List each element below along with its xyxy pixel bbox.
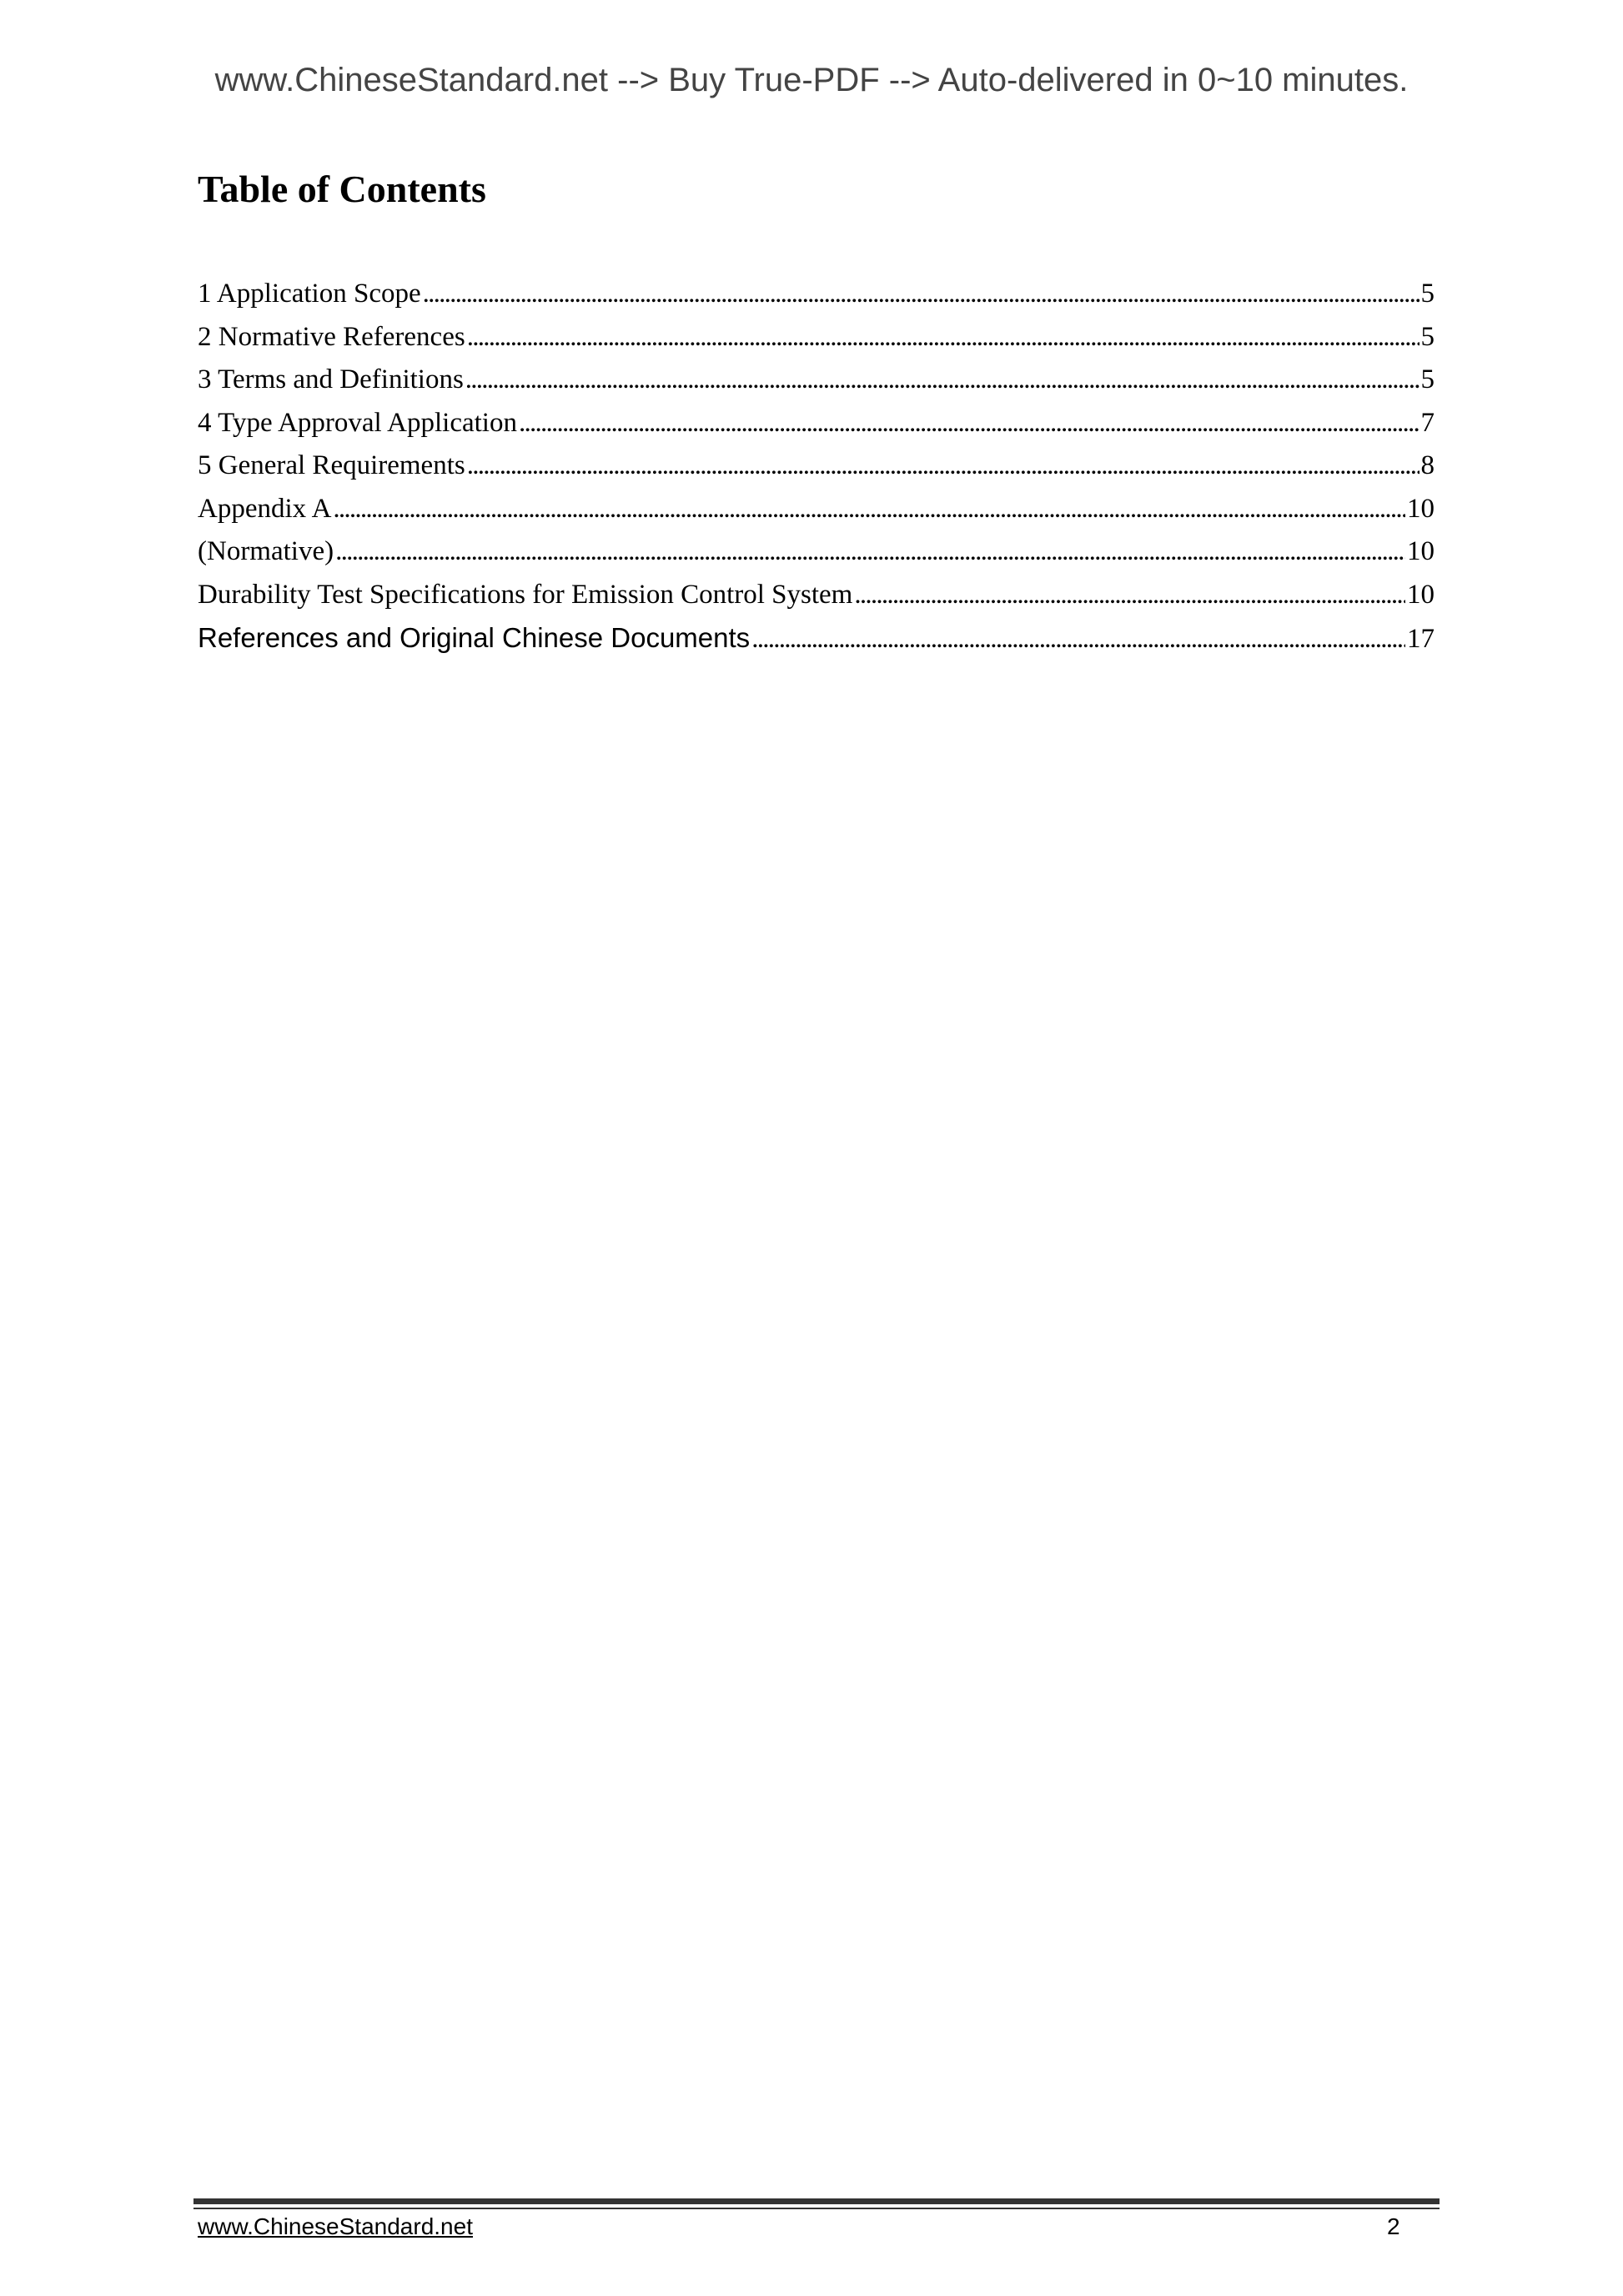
toc-dot-leader	[467, 322, 1419, 353]
toc-entry-appendix-a[interactable]	[198, 494, 1435, 537]
footer-page-number: 2	[1387, 2213, 1400, 2239]
toc-entry-label: 3 Terms and Definitions	[198, 364, 464, 394]
toc-title: Table of Contents	[198, 168, 486, 210]
toc-entry-page: 5	[1420, 279, 1435, 309]
toc-dot-leader	[854, 580, 1405, 610]
toc-entry-label: (Normative)	[198, 536, 334, 566]
toc-entry-label: Appendix A	[198, 493, 332, 524]
toc-entry-page: 8	[1420, 450, 1435, 480]
toc-dot-leader	[465, 364, 1419, 395]
toc-entry-label: References and Original Chinese Documents	[198, 622, 751, 653]
toc-entry-page: 5	[1420, 364, 1435, 394]
footer-site-link[interactable]: www.ChineseStandard.net	[198, 2213, 473, 2239]
toc-dot-leader	[333, 494, 1405, 525]
toc-entry-terms-definitions[interactable]	[198, 364, 1435, 408]
toc-entry-durability-test[interactable]	[198, 580, 1435, 623]
toc-dot-leader	[467, 450, 1419, 481]
toc-entry-page: 7	[1420, 407, 1435, 438]
toc-entry-application-scope[interactable]	[198, 279, 1435, 322]
header-banner: www.ChineseStandard.net --> Buy True-PDF --> Auto-delivered in 0~10 minutes.	[214, 62, 1409, 98]
toc-entry-label: 1 Application Scope	[198, 279, 421, 309]
toc-entry-normative[interactable]	[198, 536, 1435, 580]
footer-divider	[193, 2198, 1440, 2204]
toc-entry-page: 17	[1407, 624, 1435, 654]
toc-entry-page: 10	[1407, 579, 1435, 610]
footer-divider-thin	[193, 2208, 1440, 2209]
toc-entry-label: Durability Test Specifications for Emission Control System	[198, 579, 853, 610]
toc-dot-leader	[335, 536, 1405, 567]
toc-dot-leader	[751, 624, 1405, 655]
toc-entry-page: 10	[1407, 493, 1435, 524]
toc-dot-leader	[423, 279, 1419, 309]
toc-entry-label: 4 Type Approval Application	[198, 407, 517, 438]
toc-list	[198, 279, 1435, 666]
toc-entry-page: 10	[1407, 536, 1435, 566]
toc-entry-references[interactable]	[198, 622, 1435, 666]
toc-entry-general-requirements[interactable]	[198, 450, 1435, 494]
toc-entry-page: 5	[1420, 321, 1435, 352]
toc-entry-type-approval[interactable]	[198, 408, 1435, 451]
toc-entry-label: 5 General Requirements	[198, 450, 465, 480]
toc-dot-leader	[519, 408, 1419, 439]
toc-entry-label: 2 Normative References	[198, 321, 465, 352]
toc-entry-normative-references[interactable]	[198, 322, 1435, 365]
